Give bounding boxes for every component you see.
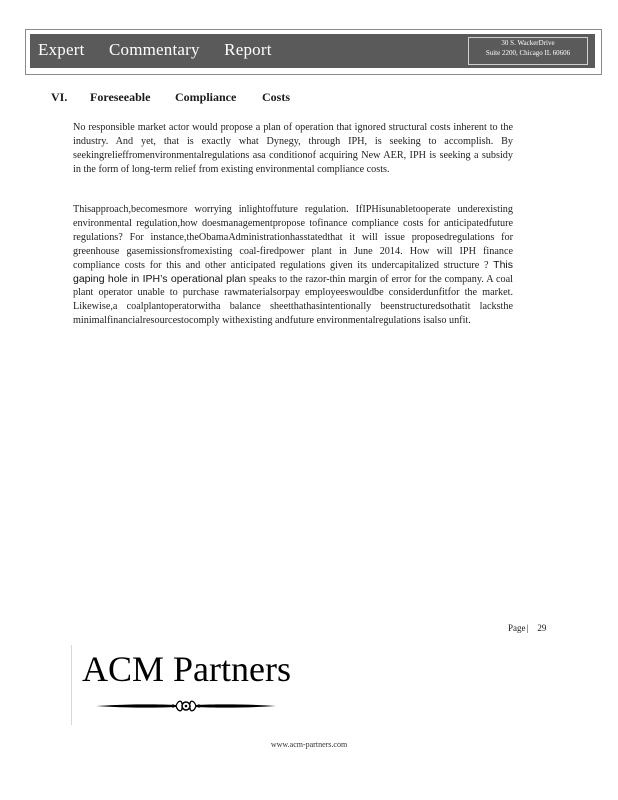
section-number: VI. xyxy=(51,90,68,104)
section-title-word-3: Costs xyxy=(262,90,291,104)
logo-divider xyxy=(71,645,72,725)
report-title: Expert Commentary Report xyxy=(38,40,272,59)
report-header xyxy=(30,34,595,68)
company-logo: ACM Partners xyxy=(82,649,291,689)
page-label: Page xyxy=(508,623,526,633)
page-number: Page| 29 xyxy=(508,623,547,633)
address-city: Suite 2200, Chicago IL 60606 xyxy=(485,49,571,57)
section-title-word-2: Compliance xyxy=(175,90,237,104)
address-street: 30 S. WackerDrive xyxy=(501,39,555,47)
paragraph-1: No responsible market actor would propose a plan of operation that ignored structural costs inherent to the industry. And yet, that is exactly what Dynegy, through IPH, is seeking to accomplish. By seekingrelieffromenvironmentalregulations asa conditionof acquiring New AER, IPH is seeking a subsidy in the form of long-term relief from existing environmental compliance costs. xyxy=(73,122,513,175)
emphasis-sentence: This gaping hole in IPH’s operational plan xyxy=(73,258,513,285)
section-title-word-1: Foreseeable xyxy=(90,90,151,104)
paragraph-2-tail: speaks to the razor-thin margin of error for the company. A coal plant operator unable to purchase rawmaterialsorpay employeeswouldbe considerdunfitfor the market. Likewise,a coalplantoperatorwitha balance sheetthathasintentionally beenstructuredsothatit lacksthe minimalfinancialresourcestocomply withexisting andfuture environmentalregulations isalso unfit. xyxy=(73,273,513,327)
address-box xyxy=(468,37,588,65)
ornament-flourish-icon xyxy=(96,698,276,714)
paragraph-2 xyxy=(73,203,513,328)
footer-website[interactable]: www.acm-partners.com xyxy=(270,740,348,749)
page-value: 29 xyxy=(537,623,547,633)
paragraph-2-body: Thisapproach,becomesmore worrying inlightoffuture regulation. IfIPHisunabletooperate underexisting environmental regulation,how doesmanagementpropose tofinance compliance costs for anticipatedfuture regulations? For instance,theObamaAdministrationhasstatedthat it will issue proposedregulations for greenhouse gasemissionsfromexisting coal-firedpower plant in June 2014. How will IPH finance compliance costs for this and other anticipated regulations given its undercapitalized structure ? xyxy=(73,204,513,271)
